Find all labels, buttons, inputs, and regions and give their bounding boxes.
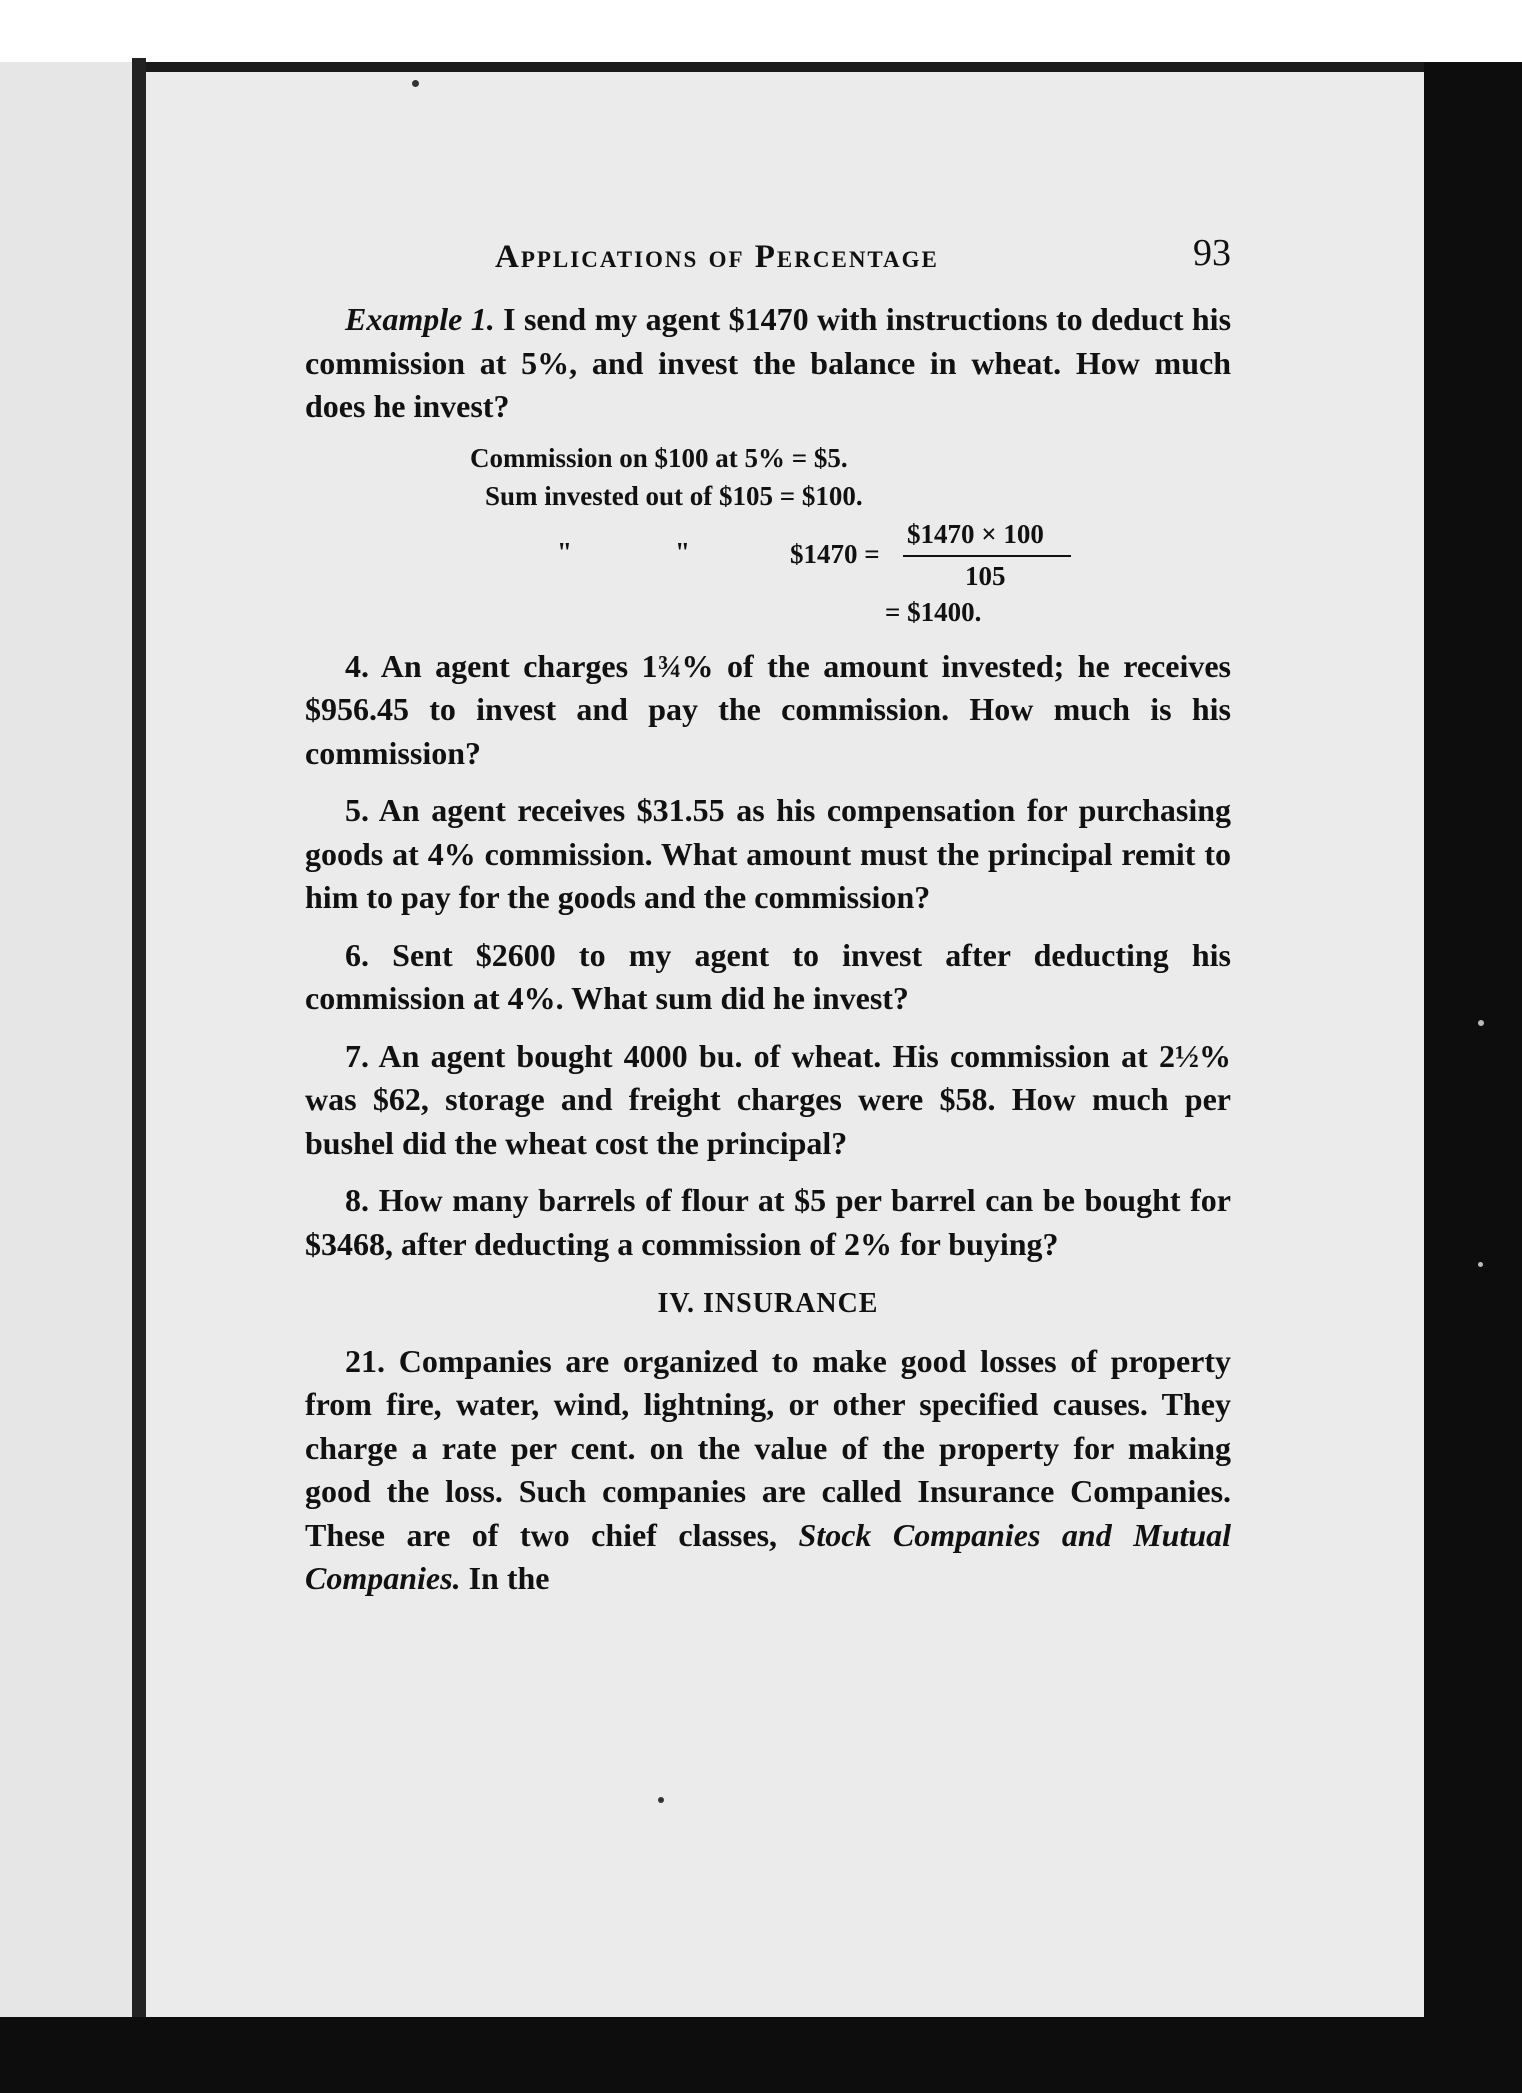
worked-solution bbox=[305, 439, 1231, 631]
italic-term: Stock Companies and Mutual Companies. bbox=[305, 1516, 1232, 1596]
solution-line-2: Sum invested out of $105 = $100. bbox=[485, 480, 863, 511]
solution-result: = $1400. bbox=[885, 596, 982, 627]
scan-speck bbox=[1478, 1020, 1484, 1026]
problem-number: 5. bbox=[345, 792, 369, 828]
problem-6 bbox=[305, 934, 1231, 1021]
fraction-denominator: 105 bbox=[965, 560, 1006, 591]
problem-text: An agent receives $31.55 as his compensation for purchasing goods at 4% commission. What amount must the principal remit to him to pay for the goods and the commission? bbox=[305, 792, 1232, 915]
problem-7 bbox=[305, 1035, 1231, 1166]
example-paragraph bbox=[305, 298, 1231, 429]
paragraph-text-3: In the bbox=[468, 1560, 550, 1596]
solution-line-1: Commission on $100 at 5% = $5. bbox=[470, 442, 848, 473]
problem-number: 4. bbox=[345, 647, 369, 684]
section-paragraph bbox=[305, 1340, 1231, 1601]
paragraph-number: 21. bbox=[345, 1342, 385, 1379]
page-number: 93 bbox=[1193, 232, 1231, 274]
problem-number: 6. bbox=[345, 936, 369, 973]
scan-border-bottom bbox=[0, 2017, 1522, 2093]
ditto-mark: " bbox=[557, 536, 572, 567]
problem-text: An agent bought 4000 bu. of wheat. His commission at 2½% was $62, storage and freight charges were $58. How much per bushel did the wheat cost the principal? bbox=[305, 1037, 1232, 1161]
solution-line-3-left: $1470 = bbox=[790, 538, 880, 569]
problem-4 bbox=[305, 645, 1231, 776]
scan-speck bbox=[1478, 1262, 1483, 1267]
problem-text: How many barrels of flour at $5 per barrel can be bought for $3468, after deducting a commission of 2% for buying? bbox=[305, 1182, 1232, 1262]
bold-term: Insurance Companies. bbox=[917, 1473, 1232, 1509]
problem-text: An agent charges 1¾% of the amount invested; he receives $956.45 to invest and pay the commission. How much is his commission? bbox=[305, 647, 1231, 771]
facing-page-edge bbox=[0, 62, 138, 2017]
running-header bbox=[305, 232, 1231, 282]
ditto-mark: " bbox=[675, 536, 690, 567]
problem-number: 7. bbox=[345, 1037, 369, 1074]
paragraph-text-2: These are of two chief classes, bbox=[305, 1516, 778, 1553]
chapter-title: Applications of Percentage bbox=[495, 239, 939, 275]
solution-line bbox=[305, 439, 1231, 477]
solution-line bbox=[305, 477, 1231, 515]
scan-speck bbox=[658, 1797, 664, 1803]
fraction-numerator: $1470 × 100 bbox=[907, 518, 1044, 549]
example-text: I send my agent $1470 with instructions to deduct his commission at 5%, and invest the balance in wheat. How much does he invest? bbox=[305, 301, 1232, 424]
solution-line bbox=[305, 593, 1231, 631]
page-content bbox=[305, 232, 1231, 1601]
problem-5 bbox=[305, 789, 1231, 920]
scan-border-right bbox=[1424, 62, 1522, 2017]
problem-number: 8. bbox=[345, 1182, 369, 1218]
solution-line bbox=[305, 515, 1231, 593]
section-heading: IV. INSURANCE bbox=[657, 1288, 879, 1319]
page-gutter bbox=[132, 58, 146, 2020]
example-label: Example 1. bbox=[345, 301, 495, 337]
scan-speck bbox=[412, 80, 419, 87]
scan-background-top bbox=[0, 0, 1522, 62]
problem-8 bbox=[305, 1179, 1231, 1266]
problem-text: Sent $2600 to my agent to invest after deducting his commission at 4%. What sum did he invest? bbox=[305, 936, 1232, 1016]
paragraph-text-1: Companies are organized to make good losses of property from fire, water, wind, lightning, or other specified causes. They charge a rate per cent. on the value of the property for making good the loss. Such companies are called bbox=[305, 1342, 1232, 1509]
